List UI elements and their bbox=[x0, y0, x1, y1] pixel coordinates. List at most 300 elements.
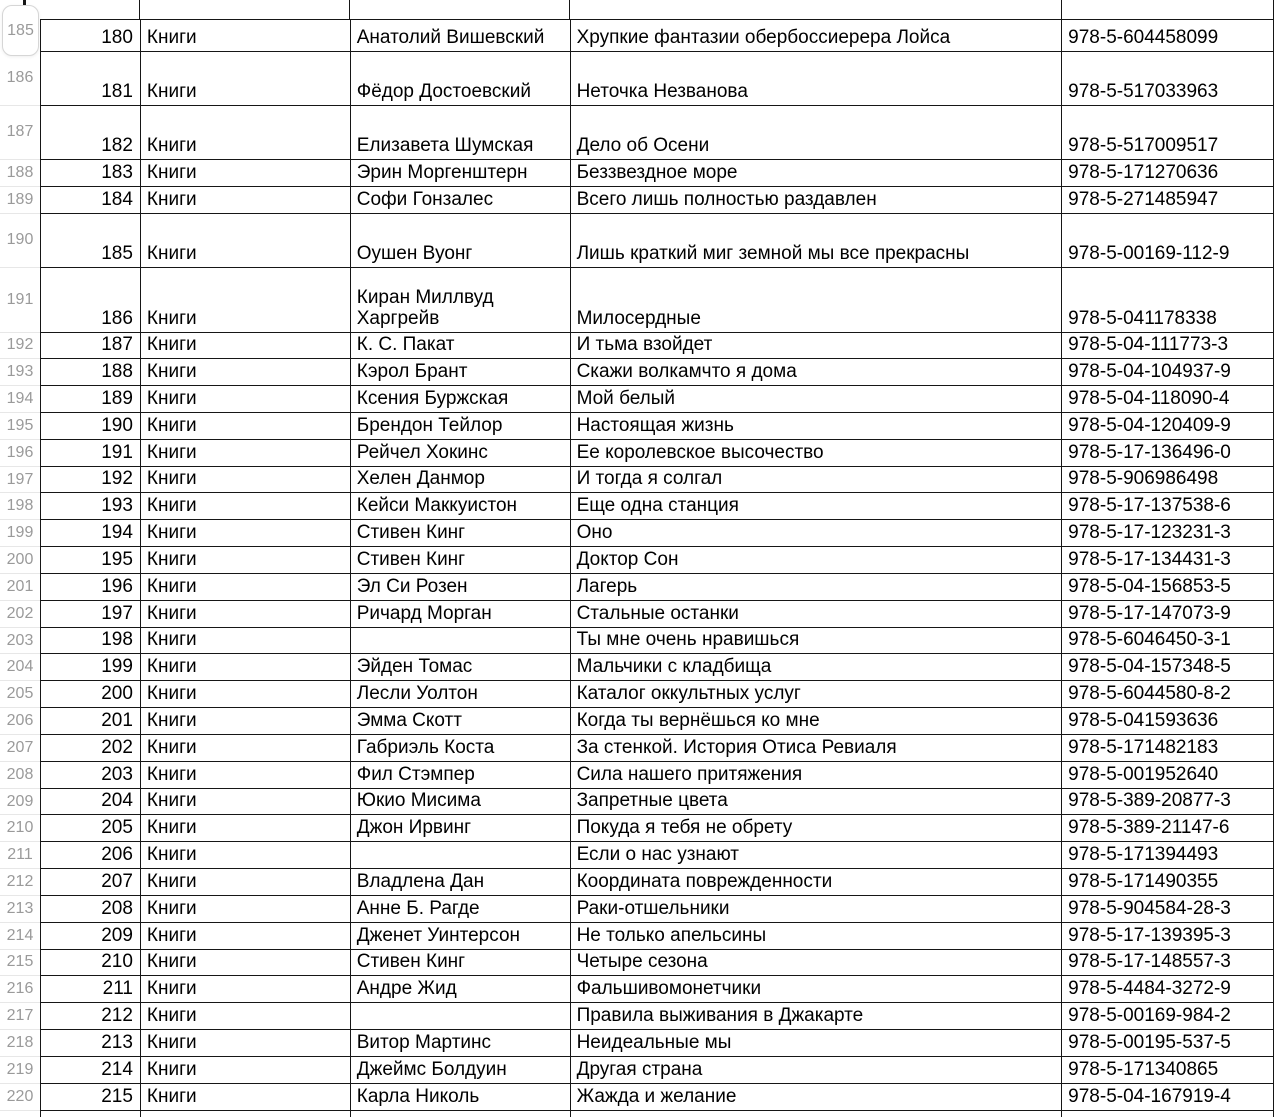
table-row bbox=[40, 187, 1274, 214]
cell-title[interactable]: Когда ты вернёшься ко мне bbox=[571, 708, 1063, 734]
table-row bbox=[40, 52, 1274, 106]
cell-category[interactable]: Книги bbox=[141, 1003, 351, 1029]
row-header-216[interactable] bbox=[0, 976, 40, 1003]
cell-category[interactable]: Книги bbox=[141, 467, 351, 493]
cell-author[interactable]: Владлена Дан bbox=[351, 869, 571, 895]
cell-category[interactable]: Книги bbox=[141, 1084, 351, 1110]
table-row bbox=[40, 789, 1274, 816]
cell-author[interactable]: Елизавета Шумская bbox=[351, 106, 571, 159]
table-row bbox=[40, 654, 1274, 681]
cell-id[interactable]: 197 bbox=[41, 601, 141, 627]
cell-title[interactable]: Неидеальные мы bbox=[571, 1030, 1063, 1056]
row-number-gutter bbox=[0, 0, 40, 1117]
cell-isbn[interactable]: 978-5-171270636 bbox=[1062, 160, 1274, 186]
cell-author[interactable]: Оушен Вуонг bbox=[351, 214, 571, 267]
cell-isbn[interactable]: 978-5-517033963 bbox=[1062, 52, 1274, 105]
cell-id[interactable]: 191 bbox=[41, 440, 141, 466]
cell-author[interactable]: Юкио Мисима bbox=[351, 789, 571, 815]
table-row bbox=[40, 923, 1274, 950]
cell-isbn[interactable]: 978-5-389-20877-3 bbox=[1062, 789, 1274, 815]
row-number: 194 bbox=[6, 390, 34, 408]
cell-title[interactable]: Милосердные bbox=[571, 268, 1063, 332]
cell-category[interactable]: Книги bbox=[141, 735, 351, 761]
cell-id[interactable]: 189 bbox=[41, 386, 141, 412]
row-header-194[interactable] bbox=[0, 386, 40, 413]
row-header-209[interactable] bbox=[0, 789, 40, 816]
cell-category[interactable]: Книги bbox=[141, 187, 351, 213]
row-header-218[interactable] bbox=[0, 1030, 40, 1057]
cell-category[interactable]: Книги bbox=[141, 708, 351, 734]
row-number: 203 bbox=[6, 631, 34, 649]
cell-id[interactable]: 206 bbox=[41, 842, 141, 868]
row-header-213[interactable] bbox=[0, 896, 40, 923]
row-header-200[interactable] bbox=[0, 547, 40, 574]
cell-category[interactable] bbox=[141, 1111, 351, 1117]
row-number: 189 bbox=[6, 190, 34, 208]
cell-author[interactable] bbox=[351, 842, 571, 868]
cell-category[interactable]: Книги bbox=[141, 574, 351, 600]
cell-author[interactable]: Фёдор Достоевский bbox=[351, 52, 571, 105]
row-number: 200 bbox=[6, 551, 34, 569]
cell-isbn[interactable]: 978-5-906986498 bbox=[1062, 467, 1274, 493]
table-row bbox=[40, 467, 1274, 494]
cell-title[interactable]: И тьма взойдет bbox=[571, 333, 1063, 359]
cell-isbn[interactable]: 978-5-17-134431-3 bbox=[1062, 547, 1274, 573]
cell-author[interactable]: Брендон Тейлор bbox=[351, 413, 571, 439]
cell-id[interactable]: 208 bbox=[41, 896, 141, 922]
row-header-215[interactable] bbox=[0, 950, 40, 977]
cell-id[interactable]: 205 bbox=[41, 815, 141, 841]
row-number: 186 bbox=[6, 69, 34, 86]
cell-title[interactable]: Сила нашего притяжения bbox=[571, 762, 1063, 788]
cell-isbn[interactable]: 978-5-00169-984-2 bbox=[1062, 1003, 1274, 1029]
row-number: 190 bbox=[6, 231, 34, 248]
cell-title[interactable]: Скажи волкамчто я дома bbox=[571, 359, 1063, 385]
cell-category[interactable]: Книги bbox=[141, 413, 351, 439]
cell-title[interactable]: Стальные останки bbox=[571, 601, 1063, 627]
cell-id[interactable]: 215 bbox=[41, 1084, 141, 1110]
cell-isbn[interactable]: 978-5-04-167919-4 bbox=[1062, 1084, 1274, 1110]
table-row bbox=[40, 333, 1274, 360]
cell-author[interactable]: К. С. Пакат bbox=[351, 333, 571, 359]
table-row bbox=[40, 520, 1274, 547]
cell-author[interactable]: Кейси Маккуистон bbox=[351, 493, 571, 519]
row-number: 214 bbox=[6, 926, 34, 944]
cell-category[interactable]: Книги bbox=[141, 815, 351, 841]
cell-id[interactable]: 207 bbox=[41, 869, 141, 895]
cell-author[interactable]: Стивен Кинг bbox=[351, 950, 571, 976]
table-row bbox=[40, 574, 1274, 601]
cell-isbn[interactable]: 978-5-04-120409-9 bbox=[1062, 413, 1274, 439]
row-number: 215 bbox=[6, 953, 34, 971]
cell-title[interactable]: Оно bbox=[571, 520, 1063, 546]
cell-category[interactable]: Книги bbox=[141, 359, 351, 385]
row-header-187[interactable] bbox=[0, 106, 40, 160]
cell-id[interactable]: 187 bbox=[41, 333, 141, 359]
cell-author[interactable] bbox=[351, 1111, 571, 1117]
cell-title[interactable]: Если о нас узнают bbox=[571, 842, 1063, 868]
cell-title[interactable]: Не только апельсины bbox=[571, 923, 1063, 949]
cell-author[interactable]: Киран Миллвуд Харгрейв bbox=[351, 268, 571, 332]
table-row bbox=[40, 601, 1274, 628]
table-row bbox=[40, 359, 1274, 386]
cell-category[interactable]: Книги bbox=[141, 493, 351, 519]
cell-id[interactable]: 212 bbox=[41, 1003, 141, 1029]
cell-isbn[interactable]: 978-5-04-156853-5 bbox=[1062, 574, 1274, 600]
table-row bbox=[40, 708, 1274, 735]
cell-isbn[interactable]: 978-5-17-148557-3 bbox=[1062, 950, 1274, 976]
cell-title[interactable]: Всего лишь полностью раздавлен bbox=[571, 187, 1063, 213]
row-number: 211 bbox=[7, 846, 33, 864]
cell-author[interactable]: Рейчел Хокинс bbox=[351, 440, 571, 466]
cell-author[interactable]: Эйден Томас bbox=[351, 654, 571, 680]
cell-category[interactable]: Книги bbox=[141, 923, 351, 949]
row-header-199[interactable] bbox=[0, 520, 40, 547]
cell-id[interactable]: 182 bbox=[41, 106, 141, 159]
cell-category[interactable]: Книги bbox=[141, 333, 351, 359]
cell-title[interactable]: Покуда я тебя не обрету bbox=[571, 815, 1063, 841]
row-header-190[interactable] bbox=[0, 214, 40, 268]
table-row bbox=[40, 214, 1274, 268]
row-header-192[interactable] bbox=[0, 333, 40, 360]
cell-title[interactable]: Правила выживания в Джакарте bbox=[571, 1003, 1063, 1029]
cell-category[interactable]: Книги bbox=[141, 628, 351, 654]
row-number: 219 bbox=[6, 1060, 34, 1078]
cell-isbn[interactable]: 978-5-171482183 bbox=[1062, 735, 1274, 761]
cell-author[interactable]: Дженет Уинтерсон bbox=[351, 923, 571, 949]
table-row bbox=[40, 896, 1274, 923]
row-number: 191 bbox=[6, 290, 34, 308]
row-header-202[interactable] bbox=[0, 601, 40, 628]
cell-id[interactable]: 184 bbox=[41, 187, 141, 213]
cell-title[interactable]: Раки-отшельники bbox=[571, 896, 1063, 922]
cell-isbn[interactable]: 978-5-604458099 bbox=[1062, 20, 1274, 51]
cell-id[interactable]: 203 bbox=[41, 762, 141, 788]
cell-title[interactable]: Беззвездное море bbox=[571, 160, 1063, 186]
cell-category[interactable]: Книги bbox=[141, 842, 351, 868]
row-header-207[interactable] bbox=[0, 735, 40, 762]
row-header-201[interactable] bbox=[0, 574, 40, 601]
cell-id[interactable]: 192 bbox=[41, 467, 141, 493]
cell-isbn[interactable]: 978-5-171394493 bbox=[1062, 842, 1274, 868]
row-header-210[interactable] bbox=[0, 815, 40, 842]
row-header-214[interactable] bbox=[0, 923, 40, 950]
sheet-grid bbox=[40, 0, 1274, 1117]
cell-isbn[interactable] bbox=[1062, 1111, 1274, 1117]
cell-author[interactable]: Лесли Уолтон bbox=[351, 681, 571, 707]
cell-title[interactable]: Неточка Незванова bbox=[571, 52, 1063, 105]
cell-isbn[interactable]: 978-5-17-147073-9 bbox=[1062, 601, 1274, 627]
row-number: 195 bbox=[6, 416, 34, 434]
cell-isbn[interactable]: 978-5-00169-112-9 bbox=[1062, 214, 1274, 267]
row-header-217[interactable] bbox=[0, 1003, 40, 1030]
row-header-219[interactable] bbox=[0, 1057, 40, 1084]
cell-title[interactable]: Лишь краткий миг земной мы все прекрасны bbox=[571, 214, 1063, 267]
cell-category[interactable]: Книги bbox=[141, 268, 351, 332]
cell-author[interactable]: Ричард Морган bbox=[351, 601, 571, 627]
row-number: 218 bbox=[6, 1033, 34, 1051]
cell-author[interactable]: Карла Николь bbox=[351, 1084, 571, 1110]
row-number: 198 bbox=[6, 497, 34, 515]
cell-title[interactable]: Мальчики с кладбища bbox=[571, 654, 1063, 680]
cell-category[interactable]: Книги bbox=[141, 762, 351, 788]
table-row bbox=[40, 106, 1274, 160]
row-header-186[interactable] bbox=[0, 52, 40, 106]
row-header-220[interactable] bbox=[0, 1084, 40, 1111]
cell-category[interactable]: Книги bbox=[141, 20, 351, 51]
cell-category[interactable]: Книги bbox=[141, 440, 351, 466]
cell-id[interactable]: 196 bbox=[41, 574, 141, 600]
row-number: 213 bbox=[6, 899, 34, 917]
table-row bbox=[40, 268, 1274, 333]
cell-id[interactable]: 214 bbox=[41, 1057, 141, 1083]
cell-title[interactable] bbox=[571, 1111, 1063, 1117]
cell-isbn[interactable]: 978-5-17-136496-0 bbox=[1062, 440, 1274, 466]
cell-author[interactable] bbox=[351, 628, 571, 654]
cell-isbn[interactable] bbox=[1062, 0, 1274, 19]
cell-author[interactable]: Кэрол Брант bbox=[351, 359, 571, 385]
row-header-203[interactable] bbox=[0, 628, 40, 655]
table-row bbox=[40, 735, 1274, 762]
row-header-195[interactable] bbox=[0, 413, 40, 440]
cell-isbn[interactable]: 978-5-04-104937-9 bbox=[1062, 359, 1274, 385]
cell-title[interactable]: Каталог оккультных услуг bbox=[571, 681, 1063, 707]
table-row bbox=[40, 1030, 1274, 1057]
cell-isbn[interactable]: 978-5-6044580-8-2 bbox=[1062, 681, 1274, 707]
cell-isbn[interactable]: 978-5-04-118090-4 bbox=[1062, 386, 1274, 412]
row-header-204[interactable] bbox=[0, 654, 40, 681]
cell-id[interactable]: 211 bbox=[41, 976, 141, 1002]
cell-id[interactable]: 201 bbox=[41, 708, 141, 734]
cell-title[interactable] bbox=[570, 0, 1062, 19]
cell-author[interactable]: Ксения Буржская bbox=[351, 386, 571, 412]
table-row bbox=[40, 413, 1274, 440]
cell-isbn[interactable]: 978-5-171340865 bbox=[1062, 1057, 1274, 1083]
cell-category[interactable]: Книги bbox=[141, 547, 351, 573]
cell-id[interactable]: 186 bbox=[41, 268, 141, 332]
row-number: 188 bbox=[6, 163, 34, 181]
cell-isbn[interactable]: 978-5-041178338 bbox=[1062, 268, 1274, 332]
cell-title[interactable]: Запретные цвета bbox=[571, 789, 1063, 815]
cell-title[interactable]: Еще одна станция bbox=[571, 493, 1063, 519]
cell-author[interactable]: Софи Гонзалес bbox=[351, 187, 571, 213]
cell-category[interactable]: Книги bbox=[141, 1057, 351, 1083]
row-header-185-card[interactable] bbox=[2, 5, 39, 56]
cell-author[interactable]: Эл Си Розен bbox=[351, 574, 571, 600]
table-row bbox=[40, 386, 1274, 413]
cell-title[interactable]: Настоящая жизнь bbox=[571, 413, 1063, 439]
row-header-211[interactable] bbox=[0, 842, 40, 869]
cell-author[interactable]: Эрин Моргенштерн bbox=[351, 160, 571, 186]
table-row-partial-bottom bbox=[40, 1111, 1274, 1117]
cell-isbn[interactable]: 978-5-4484-3272-9 bbox=[1062, 976, 1274, 1002]
cell-isbn[interactable]: 978-5-04-111773-3 bbox=[1062, 333, 1274, 359]
cell-id[interactable]: 185 bbox=[41, 214, 141, 267]
cell-isbn[interactable]: 978-5-6046450-3-1 bbox=[1062, 628, 1274, 654]
cell-id[interactable]: 194 bbox=[41, 520, 141, 546]
row-number: 201 bbox=[6, 577, 34, 595]
cell-id[interactable] bbox=[41, 1111, 141, 1117]
table-row bbox=[40, 815, 1274, 842]
cell-title[interactable]: Лагерь bbox=[571, 574, 1063, 600]
cell-author[interactable]: Эмма Скотт bbox=[351, 708, 571, 734]
table-row bbox=[40, 493, 1274, 520]
row-header-197[interactable] bbox=[0, 467, 40, 494]
table-row bbox=[40, 1057, 1274, 1084]
cell-category[interactable]: Книги bbox=[141, 654, 351, 680]
row-number: 220 bbox=[6, 1087, 34, 1105]
row-header-196[interactable] bbox=[0, 440, 40, 467]
cell-id[interactable]: 195 bbox=[41, 547, 141, 573]
cell-title[interactable]: Дело об Осени bbox=[571, 106, 1063, 159]
cell-title[interactable]: За стенкой. История Отиса Ревиаля bbox=[571, 735, 1063, 761]
row-number: 216 bbox=[6, 980, 34, 998]
cell-isbn[interactable]: 978-5-00195-537-5 bbox=[1062, 1030, 1274, 1056]
cell-category[interactable]: Книги bbox=[141, 896, 351, 922]
row-number: 185 bbox=[7, 21, 34, 39]
cell-author[interactable]: Анне Б. Рагде bbox=[351, 896, 571, 922]
cell-id[interactable]: 204 bbox=[41, 789, 141, 815]
cell-title[interactable]: Четыре сезона bbox=[571, 950, 1063, 976]
table-row bbox=[40, 869, 1274, 896]
cell-title[interactable]: Ты мне очень нравишься bbox=[571, 628, 1063, 654]
cell-title[interactable]: Мой белый bbox=[571, 386, 1063, 412]
cell-category[interactable]: Книги bbox=[141, 214, 351, 267]
row-number: 202 bbox=[6, 604, 34, 622]
cell-isbn[interactable]: 978-5-041593636 bbox=[1062, 708, 1274, 734]
table-row-partial-top bbox=[40, 0, 1274, 20]
cell-category[interactable]: Книги bbox=[141, 601, 351, 627]
table-row bbox=[40, 547, 1274, 574]
row-header-208[interactable] bbox=[0, 762, 40, 789]
table-row bbox=[40, 160, 1274, 187]
cell-category[interactable]: Книги bbox=[141, 950, 351, 976]
cell-title[interactable]: Жажда и желание bbox=[571, 1084, 1063, 1110]
row-header-191[interactable] bbox=[0, 268, 40, 333]
cell-isbn[interactable]: 978-5-517009517 bbox=[1062, 106, 1274, 159]
table-row bbox=[40, 1003, 1274, 1030]
row-number: 208 bbox=[6, 765, 34, 783]
cell-title[interactable]: Другая страна bbox=[571, 1057, 1063, 1083]
cell-isbn[interactable]: 978-5-17-123231-3 bbox=[1062, 520, 1274, 546]
cell-author[interactable] bbox=[350, 0, 570, 19]
row-number: 206 bbox=[6, 712, 34, 730]
row-number: 192 bbox=[6, 336, 34, 354]
cell-category[interactable]: Книги bbox=[141, 976, 351, 1002]
cell-category[interactable]: Книги bbox=[141, 160, 351, 186]
cell-id[interactable]: 180 bbox=[41, 20, 141, 51]
row-header-189[interactable] bbox=[0, 187, 40, 214]
row-number: 193 bbox=[6, 363, 34, 381]
row-header-206[interactable] bbox=[0, 708, 40, 735]
table-row bbox=[40, 976, 1274, 1003]
row-number: 210 bbox=[6, 819, 34, 837]
row-number: 212 bbox=[6, 873, 34, 890]
cell-isbn[interactable]: 978-5-17-139395-3 bbox=[1062, 923, 1274, 949]
cell-id[interactable] bbox=[40, 0, 140, 19]
row-header-205[interactable] bbox=[0, 681, 40, 708]
cell-author[interactable] bbox=[351, 1003, 571, 1029]
cell-id[interactable]: 200 bbox=[41, 681, 141, 707]
cell-author[interactable]: Фил Стэмпер bbox=[351, 762, 571, 788]
table-row bbox=[40, 762, 1274, 789]
cell-author[interactable]: Андре Жид bbox=[351, 976, 571, 1002]
cell-isbn[interactable]: 978-5-389-21147-6 bbox=[1062, 815, 1274, 841]
cell-isbn[interactable]: 978-5-904584-28-3 bbox=[1062, 896, 1274, 922]
cell-isbn[interactable]: 978-5-171490355 bbox=[1062, 869, 1274, 895]
cell-title[interactable]: Фальшивомонетчики bbox=[571, 976, 1063, 1002]
row-number: 205 bbox=[6, 685, 34, 703]
cell-author[interactable]: Стивен Кинг bbox=[351, 520, 571, 546]
cell-category[interactable]: Книги bbox=[141, 386, 351, 412]
cell-author[interactable]: Габриэль Коста bbox=[351, 735, 571, 761]
table-row bbox=[40, 440, 1274, 467]
cell-isbn[interactable]: 978-5-001952640 bbox=[1062, 762, 1274, 788]
cell-author[interactable]: Джон Ирвинг bbox=[351, 815, 571, 841]
cell-id[interactable]: 209 bbox=[41, 923, 141, 949]
cell-id[interactable]: 190 bbox=[41, 413, 141, 439]
cell-id[interactable]: 181 bbox=[41, 52, 141, 105]
cell-title[interactable]: Координата поврежденности bbox=[571, 869, 1063, 895]
cell-id[interactable]: 202 bbox=[41, 735, 141, 761]
cell-id[interactable]: 198 bbox=[41, 628, 141, 654]
cell-author[interactable]: Витор Мартинс bbox=[351, 1030, 571, 1056]
cell-isbn[interactable]: 978-5-271485947 bbox=[1062, 187, 1274, 213]
cell-category[interactable]: Книги bbox=[141, 52, 351, 105]
cell-id[interactable]: 193 bbox=[41, 493, 141, 519]
table-row bbox=[40, 628, 1274, 655]
table-row bbox=[40, 950, 1274, 977]
row-header-188[interactable] bbox=[0, 160, 40, 187]
cell-category[interactable]: Книги bbox=[141, 520, 351, 546]
row-number: 207 bbox=[6, 738, 34, 756]
cell-author[interactable]: Стивен Кинг bbox=[351, 547, 571, 573]
cell-author[interactable]: Хелен Данмор bbox=[351, 467, 571, 493]
cell-isbn[interactable]: 978-5-04-157348-5 bbox=[1062, 654, 1274, 680]
cell-category[interactable]: Книги bbox=[141, 681, 351, 707]
cell-id[interactable]: 210 bbox=[41, 950, 141, 976]
row-header-193[interactable] bbox=[0, 359, 40, 386]
cell-title[interactable]: Доктор Сон bbox=[571, 547, 1063, 573]
cell-category[interactable] bbox=[140, 0, 350, 19]
cell-isbn[interactable]: 978-5-17-137538-6 bbox=[1062, 493, 1274, 519]
row-number: 204 bbox=[6, 658, 34, 676]
cell-author[interactable]: Джеймс Болдуин bbox=[351, 1057, 571, 1083]
cell-id[interactable]: 199 bbox=[41, 654, 141, 680]
row-number: 199 bbox=[6, 524, 34, 542]
cell-title[interactable]: Ее королевское высочество bbox=[571, 440, 1063, 466]
cell-title[interactable]: Хрупкие фантазии обербоссиерера Лойса bbox=[571, 20, 1063, 51]
cell-id[interactable]: 183 bbox=[41, 160, 141, 186]
cell-author[interactable]: Анатолий Вишевский bbox=[351, 20, 571, 51]
cell-category[interactable]: Книги bbox=[141, 869, 351, 895]
row-number: 197 bbox=[6, 470, 34, 488]
cell-id[interactable]: 188 bbox=[41, 359, 141, 385]
row-number: 217 bbox=[6, 1007, 34, 1025]
cell-id[interactable]: 213 bbox=[41, 1030, 141, 1056]
row-header-212[interactable] bbox=[0, 869, 40, 896]
table-row bbox=[40, 842, 1274, 869]
cell-category[interactable]: Книги bbox=[141, 1030, 351, 1056]
table-row bbox=[40, 20, 1274, 52]
cell-category[interactable]: Книги bbox=[141, 106, 351, 159]
row-number: 209 bbox=[6, 792, 34, 810]
table-row bbox=[40, 1084, 1274, 1111]
row-header-198[interactable] bbox=[0, 493, 40, 520]
cell-category[interactable]: Книги bbox=[141, 789, 351, 815]
cell-title[interactable]: И тогда я солгал bbox=[571, 467, 1063, 493]
row-number: 187 bbox=[6, 123, 34, 140]
